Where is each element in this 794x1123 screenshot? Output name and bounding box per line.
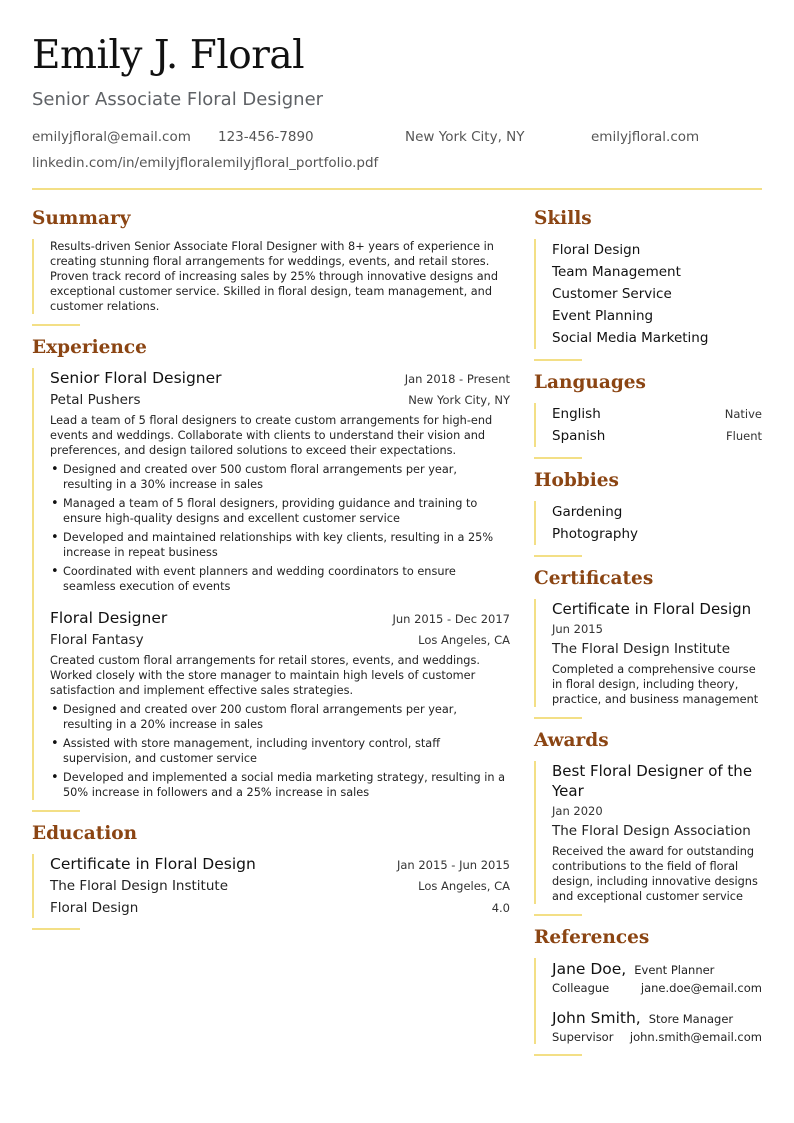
job-company: Floral Fantasy	[50, 632, 144, 648]
achievement-item: • Designed and created over 200 custom floral arrangements per year, resulting in a 20% increase in sales	[50, 702, 510, 732]
references-heading: References	[534, 927, 650, 948]
certificate-issuer: The Floral Design Institute	[552, 641, 731, 657]
section-divider	[32, 928, 80, 930]
language-level: Fluent	[726, 429, 762, 443]
education-degree: Certificate in Floral Design	[50, 855, 256, 873]
education-field: Floral Design	[50, 900, 139, 916]
job-description: Lead a team of 5 floral designers to create custom arrangements for high-end events and weddings. Collaborate with clients to understand their vision and preferences, and design tailored solutions to exceed their expectations.	[50, 414, 493, 457]
contact-website[interactable]: emilyjfloral.com	[591, 129, 700, 145]
language-name: English	[552, 406, 601, 422]
hobby-item: Photography	[552, 526, 639, 542]
job-location: New York City, NY	[408, 393, 510, 407]
left-column	[32, 205, 510, 940]
section-divider	[534, 717, 582, 719]
language-entry	[552, 403, 762, 425]
education-gpa: 4.0	[491, 901, 510, 915]
achievement-item: • Assisted with store management, including inventory control, staff supervision, and customer service	[50, 736, 510, 766]
hobby-item: Gardening	[552, 504, 623, 520]
education-dates: Jan 2015 - Jun 2015	[396, 858, 510, 872]
language-level: Native	[724, 407, 762, 421]
reference-relation: Colleague	[552, 981, 610, 995]
reference-email[interactable]: john.smith@email.com	[629, 1030, 762, 1044]
achievement-item: • Managed a team of 5 floral designers, providing guidance and training to ensure high-quality designs and excellent customer service	[50, 496, 510, 526]
hobbies-heading: Hobbies	[534, 470, 619, 491]
skills-heading: Skills	[534, 208, 592, 229]
certificates-heading: Certificates	[534, 568, 654, 589]
achievement-item: • Coordinated with event planners and wedding coordinators to ensure seamless execution of events	[50, 564, 510, 594]
summary-body	[32, 239, 510, 314]
section-divider	[534, 1054, 582, 1056]
awards-section	[534, 729, 762, 916]
language-entry	[552, 425, 762, 447]
section-divider	[534, 555, 582, 557]
skill-item: Customer Service	[552, 286, 672, 302]
education-body	[32, 854, 510, 918]
job-entry	[50, 368, 510, 594]
experience-section	[32, 336, 510, 812]
reference-name: John Smith,	[552, 1009, 641, 1027]
reference-entry	[552, 958, 762, 995]
achievement-item: • Developed and maintained relationships with key clients, resulting in a 25% increase in repeat business	[50, 530, 510, 560]
hobbies-body	[534, 501, 762, 545]
candidate-name: Emily J. Floral	[32, 33, 305, 78]
header-divider	[32, 188, 762, 190]
reference-role: Event Planner	[634, 963, 715, 977]
contact-links[interactable]: linkedin.com/in/emilyjfloralemilyjfloral_portfolio.pdf	[32, 155, 379, 171]
job-achievements	[50, 702, 510, 800]
job-description: Created custom floral arrangements for retail stores, events, and weddings. Worked closely with the store manager to maintain high levels of customer satisfaction and implement effective sales strategies.	[50, 654, 480, 697]
section-divider	[534, 914, 582, 916]
certificate-description: Completed a comprehensive course in floral design, including theory, practice, and business management	[552, 663, 759, 706]
certificates-body	[534, 599, 762, 707]
job-dates: Jan 2018 - Present	[404, 372, 510, 386]
skill-item: Social Media Marketing	[552, 330, 709, 346]
education-heading: Education	[32, 823, 138, 844]
reference-relation: Supervisor	[552, 1030, 614, 1044]
skills-section	[534, 207, 762, 361]
achievement-item: • Designed and created over 500 custom floral arrangements per year, resulting in a 30% increase in sales	[50, 462, 510, 492]
language-name: Spanish	[552, 428, 606, 444]
award-issuer: The Floral Design Association	[552, 823, 751, 839]
summary-text: Results-driven Senior Associate Floral Designer with 8+ years of experience in creating stunning floral arrangements for weddings, events, and retail stores. Proven track record of increasing sales by 25% through innovative designs and exceptional customer service. Skilled in floral design, team management, and customer relations.	[50, 240, 499, 313]
education-location: Los Angeles, CA	[418, 879, 510, 893]
job-title: Senior Floral Designer	[50, 369, 222, 387]
reference-entry	[552, 1007, 762, 1044]
award-description: Received the award for outstanding contributions to the field of floral design, including innovative designs and exceptional customer service	[552, 845, 758, 903]
job-entry	[50, 608, 510, 800]
reference-role: Store Manager	[648, 1012, 734, 1026]
summary-heading: Summary	[32, 208, 131, 229]
job-company: Petal Pushers	[50, 392, 141, 408]
certificate-name: Certificate in Floral Design	[552, 600, 752, 618]
hobbies-section	[534, 469, 762, 557]
skills-body	[534, 239, 762, 349]
certificates-section	[534, 567, 762, 719]
languages-body	[534, 403, 762, 447]
education-section	[32, 822, 510, 930]
section-divider	[534, 359, 582, 361]
award-date: Jan 2020	[552, 804, 603, 818]
awards-heading: Awards	[534, 730, 609, 751]
job-location: Los Angeles, CA	[418, 633, 510, 647]
contact-location: New York City, NY	[405, 129, 525, 145]
summary-section	[32, 207, 510, 326]
experience-body	[32, 368, 510, 800]
contact-phone[interactable]: 123-456-7890	[218, 129, 314, 145]
references-body	[534, 958, 762, 1044]
skill-item: Floral Design	[552, 242, 641, 258]
awards-body	[534, 761, 762, 904]
certificate-date: Jun 2015	[552, 622, 603, 636]
right-column	[534, 205, 762, 1066]
references-section	[534, 926, 762, 1056]
education-institution: The Floral Design Institute	[50, 878, 229, 894]
section-divider	[534, 457, 582, 459]
job-dates: Jun 2015 - Dec 2017	[392, 612, 510, 626]
reference-name: Jane Doe,	[552, 960, 627, 978]
section-divider	[32, 324, 80, 326]
job-title: Floral Designer	[50, 609, 168, 627]
candidate-title: Senior Associate Floral Designer	[32, 89, 324, 110]
job-achievements	[50, 462, 510, 594]
contact-email[interactable]: emilyjfloral@email.com	[32, 129, 191, 145]
achievement-item: • Developed and implemented a social media marketing strategy, resulting in a 50% increase in followers and a 25% increase in sales	[50, 770, 510, 800]
languages-section	[534, 371, 762, 459]
skill-item: Team Management	[552, 264, 681, 280]
skill-item: Event Planning	[552, 308, 654, 324]
languages-heading: Languages	[534, 372, 646, 393]
experience-heading: Experience	[32, 337, 147, 358]
section-divider	[32, 810, 80, 812]
reference-email[interactable]: jane.doe@email.com	[640, 981, 762, 995]
award-name: Best Floral Designer of the Year	[552, 762, 753, 800]
